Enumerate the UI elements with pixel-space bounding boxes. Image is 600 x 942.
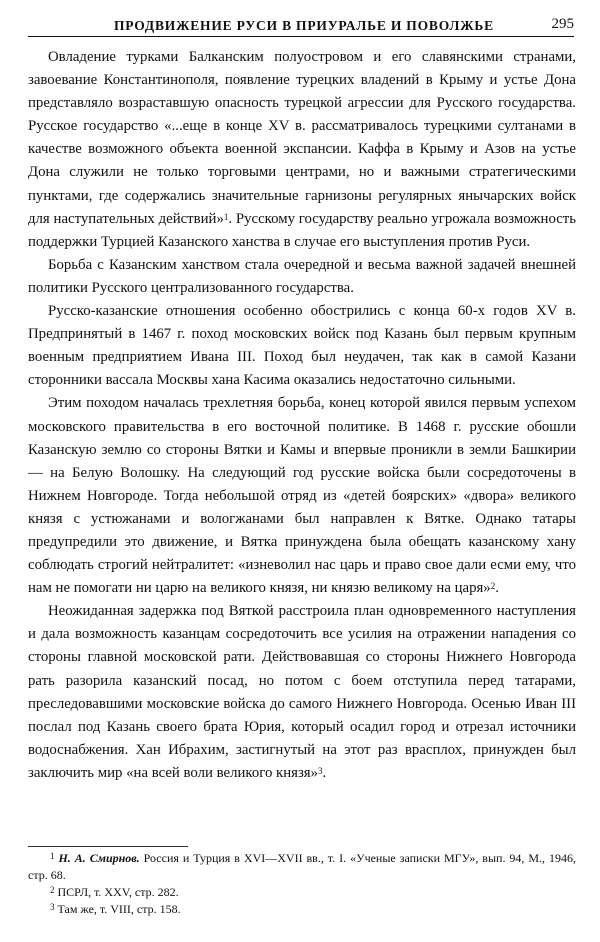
running-header <box>28 12 574 36</box>
footnote-ref-1: 1 <box>223 211 229 222</box>
paragraph-text: . Русскому государству реально угрожала возможность поддержки Турцией Казанского ханства в случае его выступления против Руси. <box>28 210 576 250</box>
footnotes <box>28 850 576 918</box>
running-title: ПРОДВИЖЕНИЕ РУСИ В ПРИУРАЛЬЕ И ПОВОЛЖЬЕ <box>114 18 494 33</box>
footnote-text: Там же, т. VIII, стр. 158. <box>57 902 181 916</box>
paragraph-text: Неожиданная задержка под Вяткой расстроила план одновременного наступления и дала возможность казанцам сосредоточить все усилия на отражении нападения со стороны главной московской рати. Действовавшая со стороны Нижнего Новгорода рать разорила казанский посад, но потом с боем отступила перед татарами, преследовавшими московские войска до самого Нижнего Новгорода. Осенью Иван III послал под Казань своего брата Юрия, который осадил город и отрезал источники водоснабжения. Хан Ибрахим, застигнутый на этот раз врасплох, принужден был заключить мир «на всей воли великого князя» <box>28 603 576 781</box>
paragraph-text: Овладение турками Балканским полуостровом и его славянскими странами, завоевание Константинополя, появление турецких владений в Крыму и устье Дона представляло возраставшую опасность турецкой агрессии для Русского государства. Русское государство «...еще в конце XV в. рассматривалось турецкими султанами в качестве возможного объекта военной экспансии. Каффа в Крыму и Азов на устье Дона служили не только торговыми центрами, но и важными стратегическими пунктами, где содержались значительные гарнизоны регулярных янычарских войск для наступательных действий» <box>28 49 576 227</box>
footnote-number: 1 <box>50 851 55 861</box>
paragraph-turkish-threat <box>28 46 576 254</box>
footnote-rule <box>28 846 188 847</box>
footnote-author: Н. А. Смирнов. <box>58 851 140 865</box>
paragraph-text: Этим походом началась трехлетняя борьба, конец которой явился первым успехом московского правительства в его восточной политике. В 1468 г. русские обошли Казанскую землю со стороны Вятки и Камы и впервые проникли в земли Башкирии — на Белую Волошку. На следующий год русские войска были сосредоточены в Нижнем Новгороде. Тогда небольшой отряд из «детей боярских» «двора» великого князя с устюжанами и вологжанами был направлен к Вятке. Однако татары предупредили это движение, и Вятка принуждена была обещать казанскому хану соблюдать строгий нейтралитет: «изневолил нас царь и право свое дали есми ему, что нам не помогати ни царю на великого князя, ни князю великому на царя» <box>28 395 576 597</box>
paragraph-russo-kazan-relations: Русско-казанские отношения особенно обострились с конца 60-х годов XV в. Предпринятый в 1467 г. поход московских войск под Казань был первым крупным военным предприятием Ивана III. Поход был неудачен, так как в самой Казани сторонники вассала Москвы хана Касима оказались недостаточно сильными. <box>28 303 576 389</box>
footnote-number: 3 <box>50 902 55 912</box>
page-number: 295 <box>551 16 574 32</box>
paragraph-text: . <box>322 764 327 781</box>
footnote-ref-3: 3 <box>318 765 323 776</box>
paragraph-text: . <box>495 580 499 597</box>
footnote-2 <box>28 884 576 901</box>
main-text <box>28 46 576 785</box>
footnote-1 <box>28 850 576 884</box>
footnote-text: ПСРЛ, т. XXV, стр. 282. <box>57 885 179 899</box>
paragraph-three-year-struggle <box>28 392 576 600</box>
footnote-3 <box>28 901 576 918</box>
footnote-number: 2 <box>50 885 55 895</box>
footnote-text: Россия и Турция в XVI—XVII вв., т. I. «Ученые записки МГУ», вып. 94, М., 1946, стр. 68. <box>28 851 576 882</box>
paragraph-struggle-with-kazan: Борьба с Казанским ханством стала очередной и весьма важной задачей внешней политики Русского централизованного государства. <box>28 256 576 296</box>
paragraph-vyatka-delay <box>28 600 576 785</box>
footnote-ref-2: 2 <box>490 581 496 592</box>
header-rule <box>28 36 574 37</box>
